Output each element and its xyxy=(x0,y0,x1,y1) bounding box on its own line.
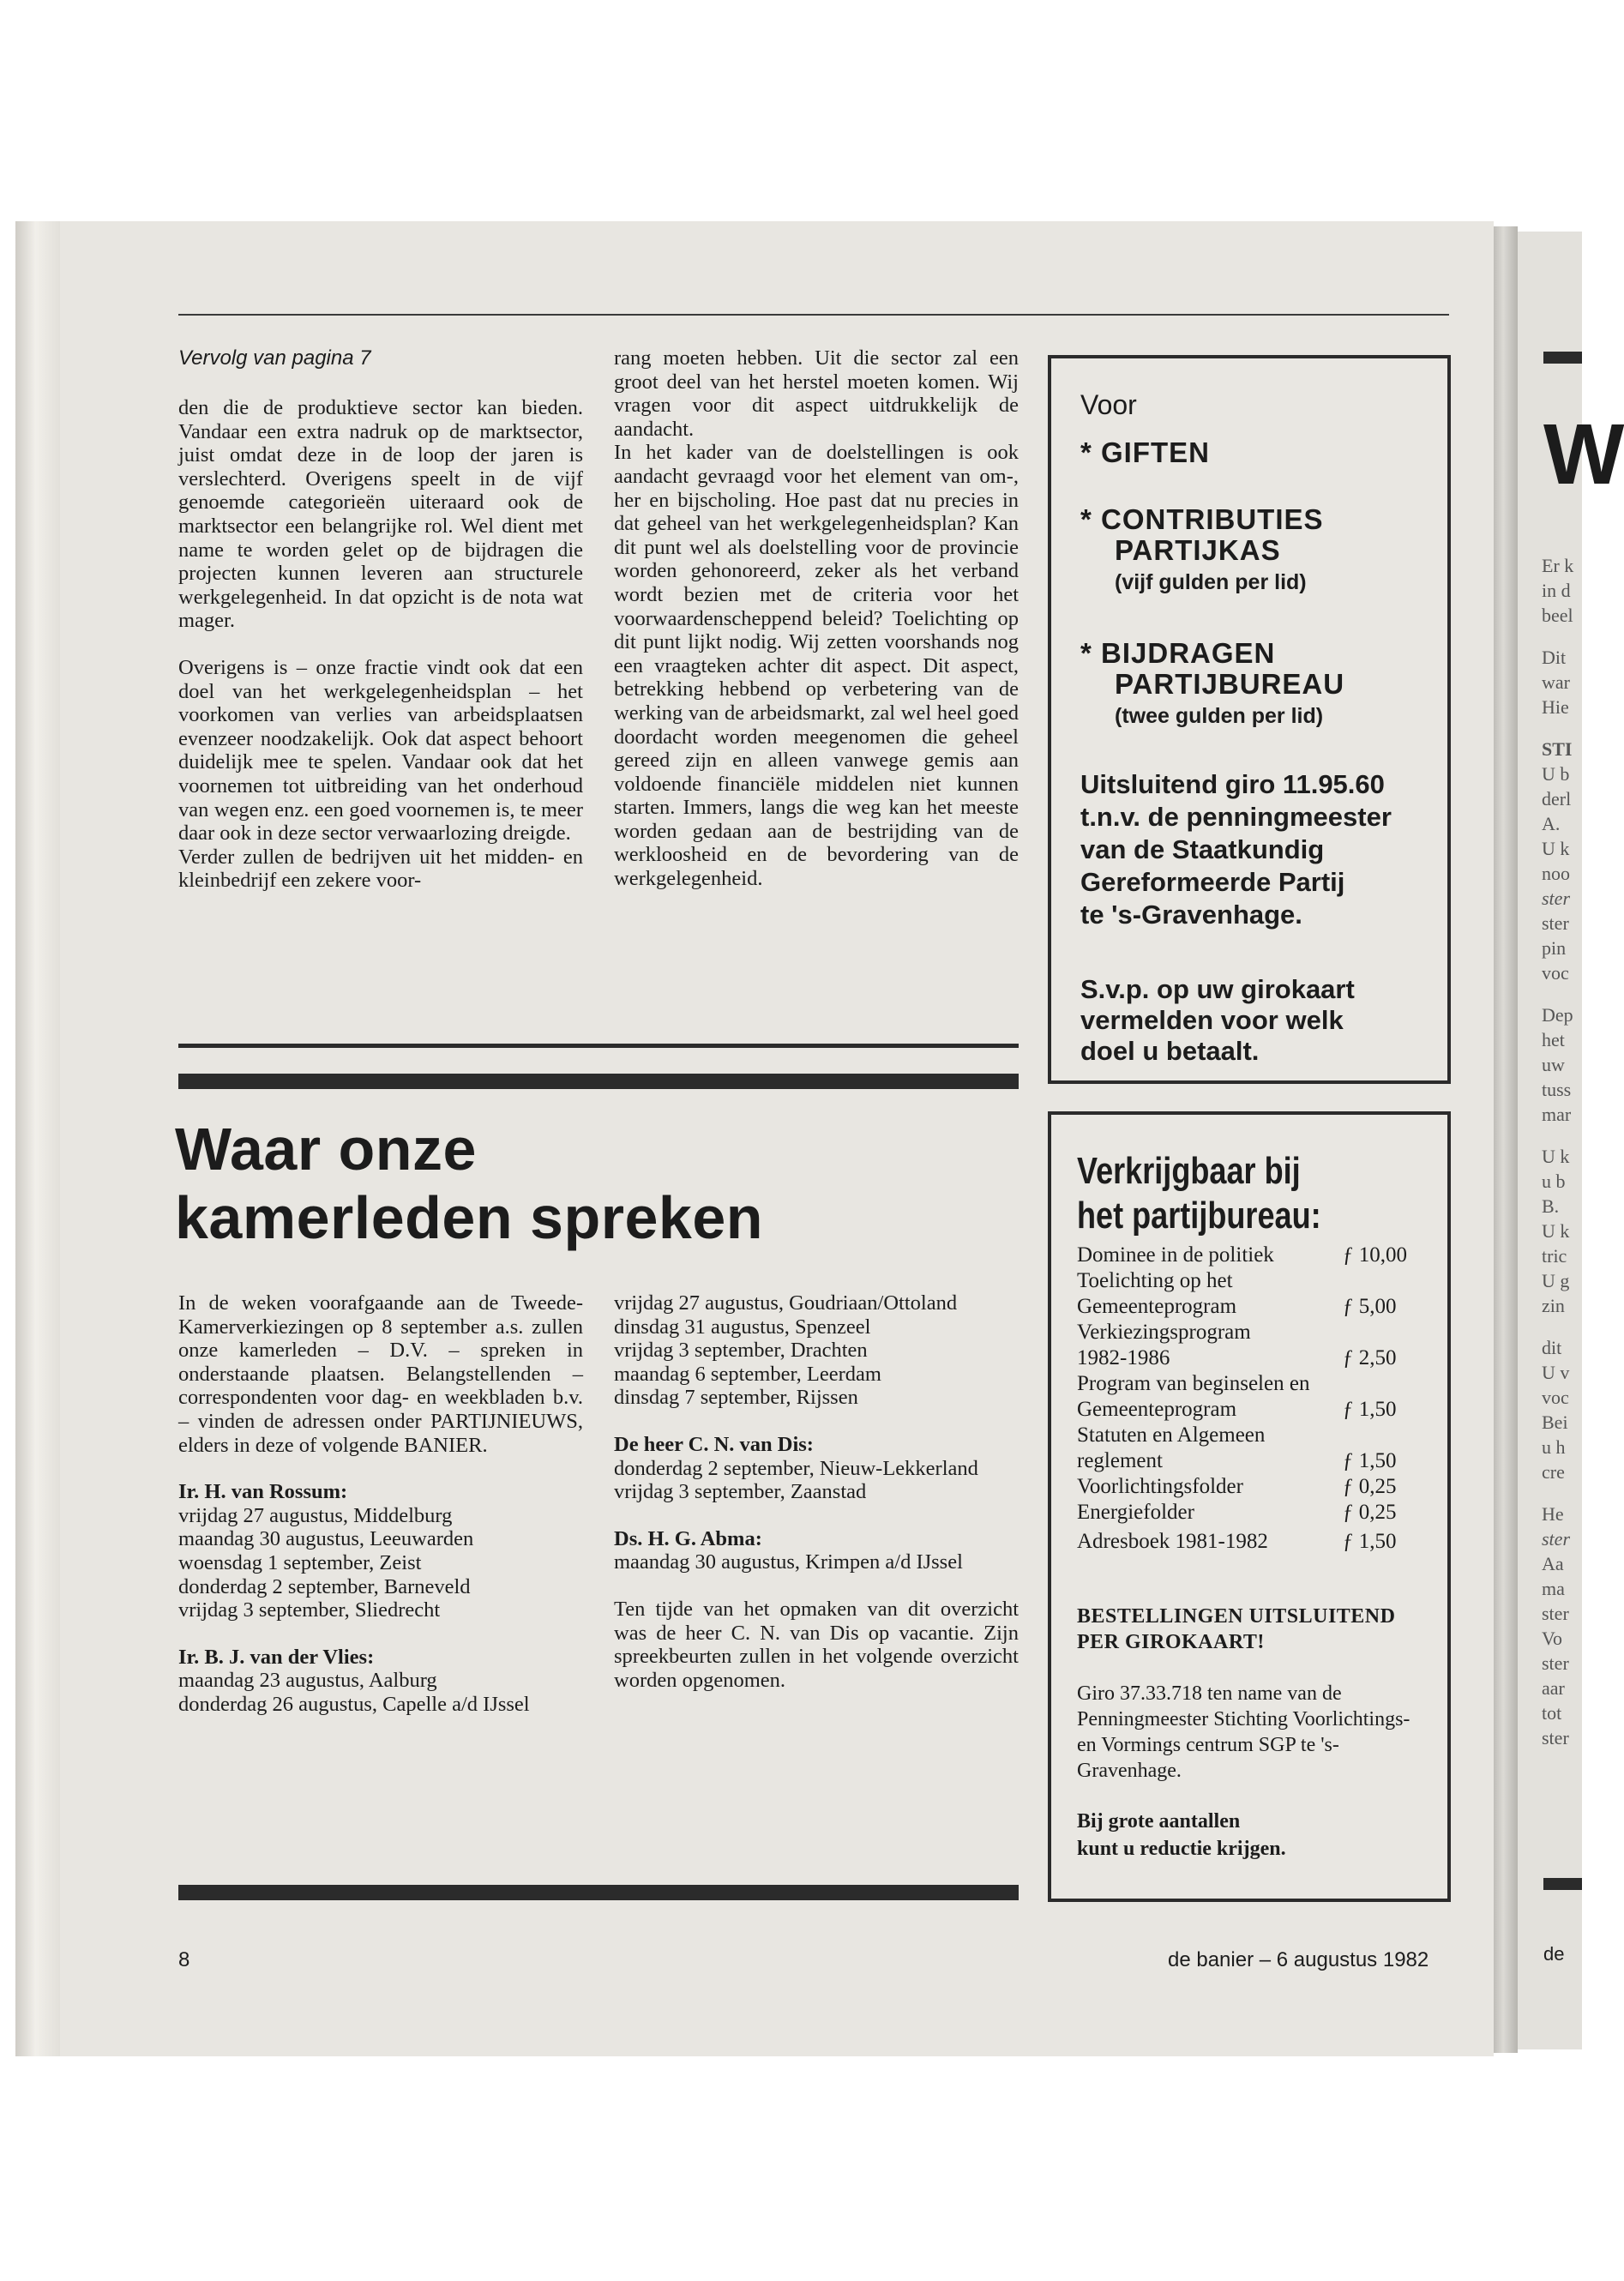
giro-line: Uitsluitend giro 11.95.60 xyxy=(1080,769,1385,799)
fragment: u h xyxy=(1542,1436,1566,1458)
fragment: Bei xyxy=(1542,1411,1568,1433)
contributions-sub: PARTIJKAS xyxy=(1115,534,1281,566)
date-line: donderdag 2 september, Barneveld xyxy=(178,1574,471,1598)
fragment: zin xyxy=(1542,1295,1565,1316)
speaker-name: De heer C. N. van Dis: xyxy=(614,1432,814,1456)
top-rule xyxy=(178,314,1449,316)
publications-title xyxy=(1077,1149,1321,1238)
giro-line: Gereformeerde Partij xyxy=(1080,867,1345,897)
fragment: aar xyxy=(1542,1677,1565,1699)
title-line: het partijbureau: xyxy=(1077,1195,1321,1237)
order-line: BESTELLINGEN UITSLUITEND xyxy=(1077,1605,1396,1628)
fragment: Vo xyxy=(1542,1628,1563,1649)
next-page-bar xyxy=(1543,352,1582,364)
fragment: uw xyxy=(1542,1054,1565,1075)
fragment: ster xyxy=(1542,1603,1569,1624)
price-row xyxy=(1077,1423,1420,1447)
item-price: ƒ 0,25 xyxy=(1343,1501,1397,1524)
date-line: dinsdag 31 augustus, Spenzeel xyxy=(614,1315,871,1339)
price-row xyxy=(1077,1346,1420,1370)
price-row xyxy=(1077,1372,1420,1396)
bureau-amount: (twee gulden per lid) xyxy=(1115,704,1324,728)
date-line: vrijdag 27 augustus, Goudriaan/Ottoland xyxy=(614,1291,958,1315)
item-price: ƒ 5,00 xyxy=(1343,1295,1397,1318)
svp-line: doel u betaalt. xyxy=(1080,1036,1260,1066)
giro-line: te 's-Gravenhage. xyxy=(1080,900,1302,930)
giro-line: van de Staatkundig xyxy=(1080,834,1325,864)
article-title xyxy=(175,1115,763,1252)
item-label: Adresboek 1981-1982 xyxy=(1077,1530,1268,1553)
date-line: vrijdag 3 september, Sliedrecht xyxy=(178,1598,441,1622)
paragraph: Overigens is – onze fractie vindt ook dat een doel van het werkgelegenheidsplan – het voorkomen van verlies van arbeidsplaatsen evenzeer noodzakelijk. Ook dat aspect behoort duidelijk mee te spelen. Vandaar ook dat het voornemen tot uitbreiding van het onderhoud van wegen enz. een goed voornemen is, te meer daar ook in deze sector verwaarlozing dreigde. xyxy=(178,655,583,846)
order-line: PER GIROKAART! xyxy=(1077,1631,1265,1653)
fragment: STI xyxy=(1542,738,1573,760)
next-page-initial: W xyxy=(1543,406,1624,503)
date-line: vrijdag 27 augustus, Middelburg xyxy=(178,1503,453,1527)
item-label: Program van beginselen en xyxy=(1077,1372,1310,1395)
next-page-text xyxy=(1542,553,1582,1750)
speaker-rossum xyxy=(178,1480,583,1622)
fragment: ster xyxy=(1542,1528,1570,1550)
fragment: derl xyxy=(1542,788,1572,809)
fragment: U v xyxy=(1542,1362,1570,1383)
fragment: Aa xyxy=(1542,1553,1564,1574)
fragment: tric xyxy=(1542,1245,1567,1267)
item-label: Gemeenteprogram xyxy=(1077,1295,1237,1318)
date-line: donderdag 26 augustus, Capelle a/d IJssel xyxy=(178,1692,530,1716)
fragment: Dep xyxy=(1542,1004,1573,1026)
giro-box xyxy=(1048,355,1451,1084)
continued-note: Vervolg van pagina 7 xyxy=(178,346,371,370)
speaker-name: Ir. B. J. van der Vlies: xyxy=(178,1645,375,1669)
item-price: ƒ 1,50 xyxy=(1343,1398,1397,1421)
price-row xyxy=(1077,1530,1420,1554)
item-label: Verkiezingsprogram xyxy=(1077,1321,1251,1344)
speaker-abma xyxy=(614,1527,1019,1574)
date-line: donderdag 2 september, Nieuw-Lekkerland xyxy=(614,1456,978,1480)
fragment: U g xyxy=(1542,1270,1570,1291)
fragment: Hie xyxy=(1542,696,1569,718)
fragment: U b xyxy=(1542,763,1570,785)
date-line: vrijdag 3 september, Drachten xyxy=(614,1339,868,1363)
fragment: het xyxy=(1542,1029,1565,1050)
fragment: noo xyxy=(1542,863,1570,884)
fragment: U k xyxy=(1542,1220,1570,1242)
fragment: voc xyxy=(1542,962,1569,984)
speaker-name: Ds. H. G. Abma: xyxy=(614,1526,762,1550)
fragment: Dit xyxy=(1542,647,1567,668)
book-spine xyxy=(1494,226,1518,2053)
date-line: woensdag 1 september, Zeist xyxy=(178,1550,422,1574)
fragment: B. xyxy=(1542,1195,1560,1217)
item-price: ƒ 10,00 xyxy=(1343,1243,1407,1267)
price-row xyxy=(1077,1398,1420,1422)
giro-line: t.n.v. de penningmeester xyxy=(1080,802,1392,832)
title-line: Waar onze xyxy=(175,1116,477,1183)
giro-text: Giro 37.33.718 ten name van de Penningmeester Stichting Voorlichtings- en Vormings centrum SGP te 's-Gravenhage. xyxy=(1077,1682,1410,1782)
bureau-sub: PARTIJBUREAU xyxy=(1115,668,1345,700)
fragment: dit xyxy=(1542,1337,1562,1358)
contributions-amount: (vijf gulden per lid) xyxy=(1115,570,1307,594)
price-list xyxy=(1077,1243,1429,1586)
page-edge xyxy=(15,221,60,2056)
vacation-note: Ten tijde van het opmaken van dit overzicht was de heer C. N. van Dis op vacantie. Zijn spreekbeurten zullen in het volgende overzicht worden opgenomen. xyxy=(614,1597,1019,1692)
item-label: 1982-1986 xyxy=(1077,1346,1170,1369)
fragment: U k xyxy=(1542,838,1570,859)
fragment: ster xyxy=(1542,888,1570,909)
date-line: maandag 30 augustus, Leeuwarden xyxy=(178,1527,474,1551)
fragment: war xyxy=(1542,671,1570,693)
svp-note xyxy=(1080,974,1355,1067)
fragment: in d xyxy=(1542,580,1571,601)
date-line: dinsdag 7 september, Rijssen xyxy=(614,1386,858,1410)
date-line: maandag 30 augustus, Krimpen a/d IJssel xyxy=(614,1550,963,1574)
fragment: ster xyxy=(1542,1652,1569,1674)
paragraph: Verder zullen de bedrijven uit het midden- en kleinbedrijf een zekere voor- xyxy=(178,845,583,893)
fragment: pin xyxy=(1542,937,1567,959)
fragment: He xyxy=(1542,1503,1564,1525)
speakers-column-2 xyxy=(614,1291,1019,1692)
publications-box xyxy=(1048,1111,1451,1902)
fragment: ster xyxy=(1542,1727,1569,1748)
price-row xyxy=(1077,1475,1420,1499)
fragment: cre xyxy=(1542,1461,1565,1483)
item-label: Energiefolder xyxy=(1077,1501,1194,1524)
price-row xyxy=(1077,1243,1420,1267)
date-line: maandag 6 september, Leerdam xyxy=(614,1362,881,1386)
fragment: A. xyxy=(1542,813,1561,834)
fragment: mar xyxy=(1542,1104,1572,1125)
gifts-item: * GIFTEN xyxy=(1080,436,1211,468)
item-price: ƒ 2,50 xyxy=(1343,1346,1397,1369)
paragraph: den die de produktieve sector kan bieden. Vandaar een extra nadruk op de marktsector, juist omdat deze in de loop der jaren is verslechterd. Overigens speelt in de vijf genoemde categorieën uiteraard ook de marktsector een belangrijke rol. Wel dient met name te worden gelet op de bijdragen die projecten kunnen leveren aan structurele werkgelegenheid. In dat opzicht is de nota wat mager. xyxy=(178,396,583,633)
section-bar xyxy=(178,1074,1019,1089)
price-row xyxy=(1077,1321,1420,1345)
item-label: Dominee in de politiek xyxy=(1077,1243,1274,1267)
speaker-dis xyxy=(614,1433,1019,1504)
item-price: ƒ 1,50 xyxy=(1343,1449,1397,1472)
fragment: beel xyxy=(1542,605,1573,626)
discount-note xyxy=(1077,1808,1286,1863)
item-label: Gemeenteprogram xyxy=(1077,1398,1237,1421)
speaker-vlies xyxy=(178,1646,583,1717)
speakers-column-1 xyxy=(178,1291,583,1717)
item-price: ƒ 0,25 xyxy=(1343,1475,1397,1498)
svp-line: vermelden voor welk xyxy=(1080,1005,1344,1035)
speaker-vlies-continued xyxy=(614,1291,1019,1410)
intro-paragraph: In de weken voorafgaande aan de Tweede-Kamerverkiezingen op 8 september a.s. zullen onze kamerleden – D.V. – spreken in onderstaande plaatsen. Belangstellenden – correspondenten voor dag- en weekbladen b.v. – vinden de adressen onder PARTIJNIEUWS, elders in deze of volgende BANIER. xyxy=(178,1291,583,1457)
fragment: u b xyxy=(1542,1171,1566,1192)
price-row xyxy=(1077,1295,1420,1319)
item-label: Statuten en Algemeen xyxy=(1077,1423,1266,1447)
svp-line: S.v.p. op uw girokaart xyxy=(1080,974,1355,1004)
fragment: tot xyxy=(1542,1702,1562,1724)
discount-line: kunt u reductie krijgen. xyxy=(1077,1838,1286,1860)
paragraph: In het kader van de doelstellingen is ook aandacht gevraagd voor het element van om-, her en bijscholing. Hoe past dat nu precies in dat geheel van het werkgelegenheidsplan? Kan dit punt wel als doelstelling voor de provincie worden gehonoreerd, zeker als het verband wordt bezien met de criteria voor het voorwaardenscheppend beleid? Toelichting op dit punt lijkt nodig. Wij zetten voorshands nog een vraagteken achter dit aspect. Dit aspect, betrekking hebbend op verbetering van de werking van de arbeidsmarkt, zal wel heel goed doordacht worden meegenomen die geheel gereed zijn en alleen vanwege gemis aan voldoende financiële middelen niet kunnen starten. Immers, langs die weg kan het meeste worden gedaan aan de bestrijding van de werkloosheid en de bevordering van de werkgelegenheid. xyxy=(614,441,1019,891)
giro-instructions xyxy=(1080,768,1392,931)
paragraph: rang moeten hebben. Uit die sector zal een groot deel van het herstel moeten komen. Wij vragen voor dit aspect uitdrukkelijk de aandacht. xyxy=(614,346,1019,441)
fragment: U k xyxy=(1542,1146,1570,1167)
voor-label: Voor xyxy=(1080,389,1137,420)
fragment: tuss xyxy=(1542,1079,1572,1100)
order-note xyxy=(1077,1604,1395,1655)
fragment: voc xyxy=(1542,1387,1569,1408)
next-page-footer: de xyxy=(1543,1943,1565,1965)
item-price: ƒ 1,50 xyxy=(1343,1530,1397,1553)
contributions-item: * CONTRIBUTIES xyxy=(1080,503,1324,535)
fragment: ma xyxy=(1542,1578,1565,1599)
fragment: Er k xyxy=(1542,555,1574,576)
section-rule xyxy=(178,1044,1019,1048)
price-row xyxy=(1077,1501,1420,1525)
price-row xyxy=(1077,1449,1420,1473)
article-column-2 xyxy=(614,346,1019,891)
date-line: vrijdag 3 september, Zaanstad xyxy=(614,1480,867,1504)
title-line: kamerleden spreken xyxy=(175,1184,764,1251)
page-number: 8 xyxy=(178,1948,190,1971)
section-bar xyxy=(178,1885,1019,1900)
speaker-name: Ir. H. van Rossum: xyxy=(178,1480,348,1504)
date-line: maandag 23 augustus, Aalburg xyxy=(178,1669,437,1693)
next-page-bar xyxy=(1543,1878,1582,1890)
article-column-1 xyxy=(178,396,583,893)
contributions-bureau-item: * BIJDRAGEN xyxy=(1080,637,1276,669)
publication-line: de banier – 6 augustus 1982 xyxy=(1168,1948,1429,1971)
discount-line: Bij grote aantallen xyxy=(1077,1810,1241,1833)
fragment: ster xyxy=(1542,912,1569,934)
price-row xyxy=(1077,1269,1420,1293)
item-label: Toelichting op het xyxy=(1077,1269,1233,1292)
title-line: Verkrijgbaar bij xyxy=(1077,1150,1301,1192)
item-label: reglement xyxy=(1077,1449,1163,1472)
item-label: Voorlichtingsfolder xyxy=(1077,1475,1243,1498)
